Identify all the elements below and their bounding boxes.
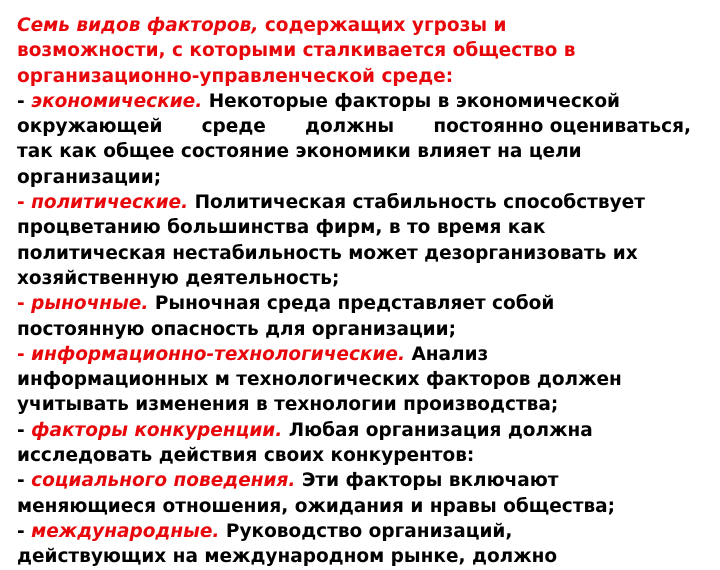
- item-political-head: [17, 190, 707, 215]
- item-political-name: политические.: [31, 192, 189, 214]
- item-market-text: Рыночная среда представляет собой: [148, 293, 555, 315]
- item-international-name: международные.: [31, 520, 220, 542]
- item-political-line-2: процветанию большинства фирм, в то время как: [17, 217, 546, 239]
- intro-line-3: организационно-управленческой среде:: [17, 65, 454, 87]
- intro-title-italic: Семь видов факторов,: [17, 15, 259, 36]
- item-political-text: Политическая стабильность способствует: [188, 192, 645, 214]
- item-it-name: информационно-технологические.: [31, 343, 406, 365]
- word: среде: [201, 116, 266, 138]
- item-social-name: социального поведения.: [31, 470, 296, 492]
- item-market-head: [17, 291, 707, 316]
- item-economic-text: Некоторые факторы в экономической: [202, 90, 621, 112]
- item-international-text: Руководство организаций,: [219, 520, 513, 542]
- item-economic-line-2: [17, 114, 691, 139]
- intro-line-2: возможности, с которыми сталкивается общество в: [17, 40, 576, 62]
- intro-title-rest: содержащих угрозы и: [258, 15, 507, 36]
- intro-line-1: [17, 13, 707, 38]
- item-social-text: Эти факторы включают: [295, 470, 559, 492]
- word: должны: [305, 116, 395, 138]
- item-dash: -: [17, 470, 32, 492]
- item-market-name: рыночные.: [31, 293, 149, 315]
- word: постоянно оцениваться,: [433, 116, 691, 138]
- item-international-line-2: действующих на международном рынке, должно: [17, 546, 558, 568]
- item-dash: -: [17, 520, 32, 542]
- item-social-line-2: меняющиеся отношения, ожидания и нравы общества;: [17, 495, 616, 517]
- item-it-line-2: информационных м технологических факторов должен: [17, 369, 622, 391]
- slide-text: [17, 13, 707, 570]
- item-political-line-4: хозяйственную деятельность;: [17, 267, 340, 289]
- item-dash: -: [17, 192, 32, 214]
- item-international-head: [17, 519, 707, 544]
- item-dash: -: [17, 343, 32, 365]
- item-dash: -: [17, 419, 32, 441]
- item-market-line-2: постоянную опасность для организации;: [17, 318, 457, 340]
- item-dash: -: [17, 90, 32, 112]
- item-competition-head: [17, 418, 707, 443]
- item-it-head: [17, 342, 707, 367]
- item-economic-line-3: так как общее состояние экономики влияет на цели: [17, 141, 582, 163]
- item-economic-name: экономические.: [31, 90, 203, 112]
- item-dash: -: [17, 293, 32, 315]
- item-it-text: Анализ: [405, 343, 489, 365]
- item-it-line-3: учитывать изменения в технологии производства;: [17, 394, 559, 416]
- word: окружающей: [17, 116, 163, 138]
- item-social-head: [17, 468, 707, 493]
- item-economic-line-4: организации;: [17, 166, 162, 188]
- item-competition-text: Любая организация должна: [282, 419, 593, 441]
- item-competition-line-2: исследовать действия своих конкурентов:: [17, 445, 475, 467]
- item-competition-name: факторы конкуренции.: [31, 419, 283, 441]
- item-economic-head: [17, 89, 707, 114]
- item-political-line-3: политическая нестабильность может дезорганизовать их: [17, 242, 638, 264]
